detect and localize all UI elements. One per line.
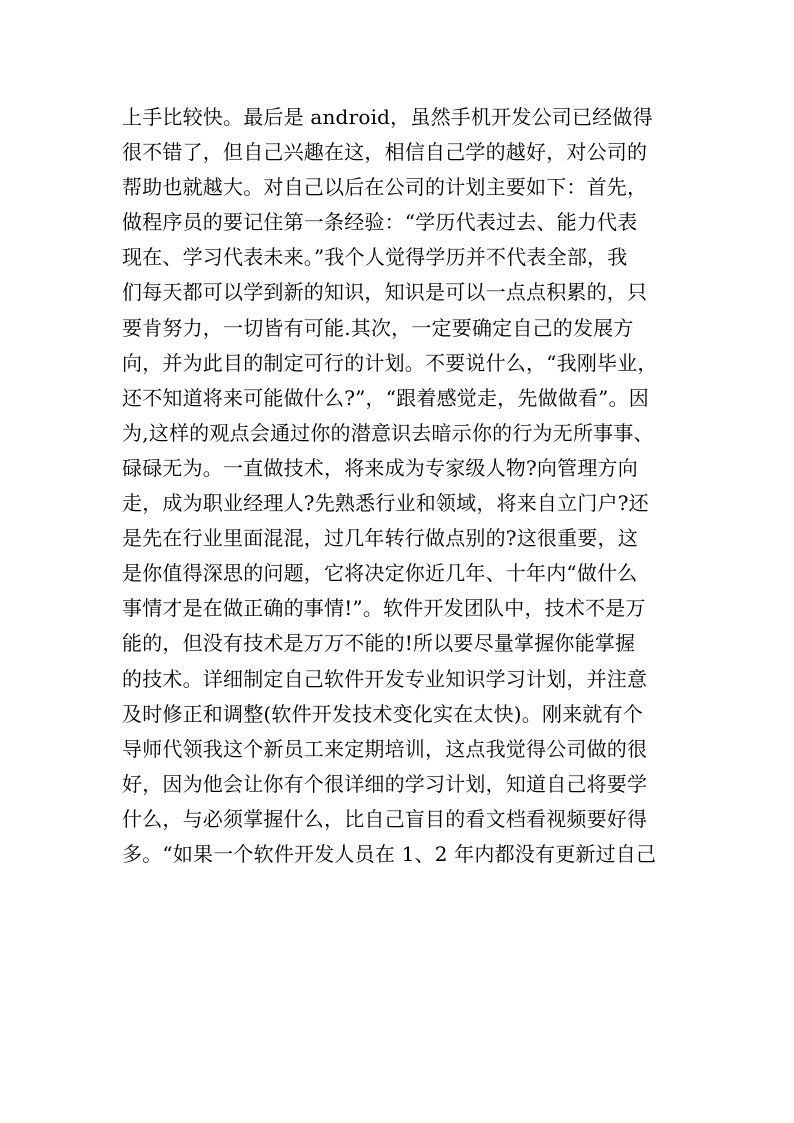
text-line: 要肯努力，一切皆有可能.其次，一定要确定自己的发展方 — [122, 315, 634, 340]
text-line: 向，并为此目的制定可行的计划。不要说什么，“我刚毕业， — [122, 350, 658, 375]
text-line: 什么，与必须掌握什么，比自己盲目的看文档看视频要好得 — [122, 806, 648, 831]
text-line: 是你值得深思的问题，它将决定你近几年、十年内“做什么 — [122, 561, 638, 586]
text-line: 们每天都可以学到新的知识，知识是可以一点点积累的，只 — [122, 280, 648, 305]
text-line: 事情才是在做正确的事情!”。软件开发团队中，技术不是万 — [122, 596, 646, 621]
text-line: 能的，但没有技术是万万不能的!所以要尽量掌握你能掌握 — [122, 631, 636, 656]
text-line: 为,这样的观点会通过你的潜意识去暗示你的行为无所事事、 — [122, 420, 654, 445]
text-line: 走，成为职业经理人?先熟悉行业和领域，将来自立门户?还 — [122, 491, 649, 516]
text-line: 好，因为他会让你有个很详细的学习计划，知道自己将要学 — [122, 771, 648, 796]
text-line: 帮助也就越大。对自己以后在公司的计划主要如下：首先， — [122, 175, 648, 200]
text-line: 多。“如果一个软件开发人员在 1、2 年内都没有更新过自己 — [122, 841, 657, 866]
text-line: 现在、学习代表未来。”我个人觉得学历并不代表全部，我 — [122, 245, 628, 270]
text-line: 还不知道将来可能做什么?”，“跟着感觉走，先做做看”。因 — [122, 385, 649, 410]
text-line: 导师代领我这个新员工来定期培训，这点我觉得公司做的很 — [122, 736, 648, 761]
text-line: 上手比较快。最后是 android，虽然手机开发公司已经做得 — [122, 105, 653, 129]
body-text — [122, 100, 682, 872]
text-line: 碌碌无为。一直做技术，将来成为专家级人物?向管理方向 — [122, 455, 638, 480]
text-line: 的技术。详细制定自己软件开发专业知识学习计划，并注意 — [122, 666, 648, 691]
text-line: 及时修正和调整(软件开发技术变化实在太快)。刚来就有个 — [122, 701, 644, 726]
text-line: 做程序员的要记住第一条经验：“学历代表过去、能力代表 — [122, 210, 638, 235]
text-line: 是先在行业里面混混，过几年转行做点别的?这很重要，这 — [122, 526, 638, 551]
text-line: 很不错了，但自己兴趣在这，相信自己学的越好，对公司的 — [122, 140, 648, 165]
